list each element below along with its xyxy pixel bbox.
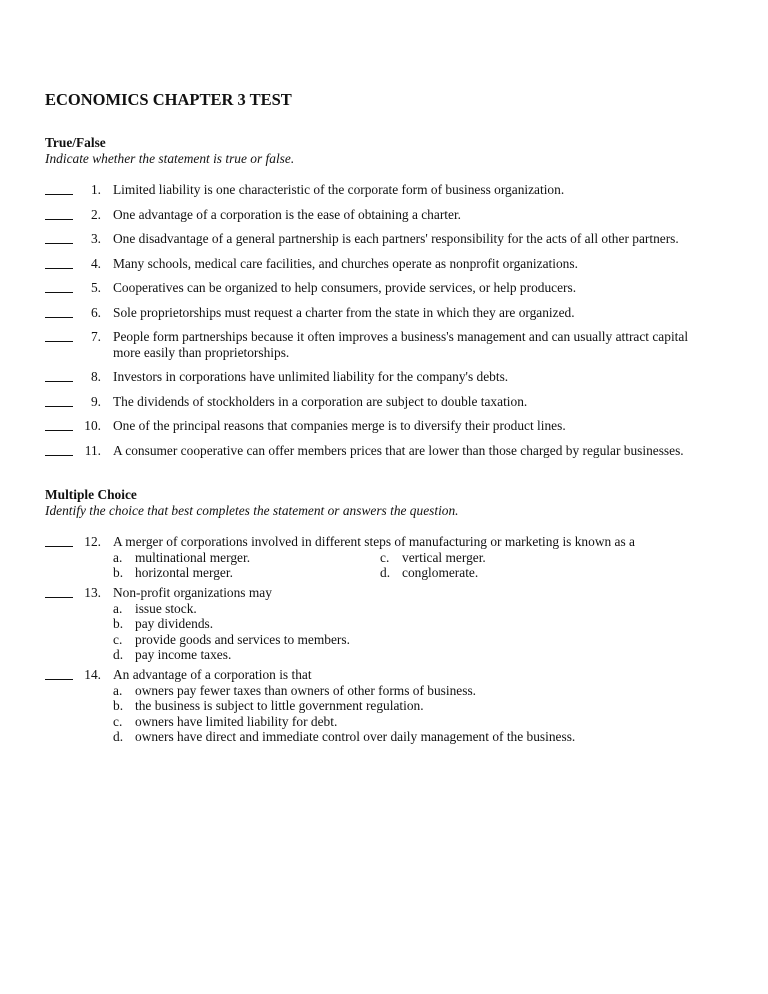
choice-text: pay income taxes.: [135, 647, 232, 662]
question-text: People form partnerships because it often improves a business's management and can usually attract capital: [113, 329, 689, 344]
choice-text: owners have limited liability for debt.: [135, 713, 338, 729]
choice-letter: a.: [113, 549, 123, 565]
question-row: [45, 585, 755, 663]
answer-choice: [113, 616, 755, 632]
answer-blank[interactable]: [45, 329, 73, 342]
answer-choice: [113, 565, 380, 581]
choice-text: issue stock.: [135, 600, 197, 616]
question-text: Investors in corporations have unlimited liability for the company's debts.: [113, 369, 509, 384]
answer-choice: [113, 698, 755, 714]
answer-blank[interactable]: [45, 585, 73, 598]
choice-letter: a.: [113, 682, 123, 698]
question-text: Many schools, medical care facilities, and churches operate as nonprofit organizations.: [113, 255, 578, 271]
question-number: 12.: [84, 534, 101, 549]
question-number: 7.: [90, 329, 101, 344]
answer-blank[interactable]: [45, 280, 73, 293]
question-text: A merger of corporations involved in different steps of manufacturing or marketing is known as a: [113, 534, 635, 549]
answer-choice: [113, 632, 755, 648]
choice-letter: d.: [380, 565, 391, 580]
section-instruction: Identify the choice that best completes the statement or answers the question.: [45, 502, 459, 518]
question-row: [45, 305, 755, 321]
answer-choice: [113, 714, 755, 730]
question-row: [45, 534, 755, 581]
question-text: One disadvantage of a general partnership is each partners' responsibility for the acts of all other partners.: [113, 231, 679, 246]
question-text: Limited liability is one characteristic of the corporate form of business organization.: [113, 182, 565, 197]
choice-text: multinational merger.: [135, 549, 251, 565]
question-text: Sole proprietorships must request a charter from the state in which they are organized.: [113, 304, 575, 320]
choice-text: provide goods and services to members.: [135, 631, 350, 647]
answer-choice: [113, 647, 755, 663]
answer-blank[interactable]: [45, 305, 73, 318]
question-row: [45, 667, 755, 745]
question-row: [45, 394, 755, 410]
choice-text: pay dividends.: [135, 616, 214, 631]
question-text: One advantage of a corporation is the ease of obtaining a charter.: [113, 206, 462, 222]
question-text: more easily than proprietorships.: [113, 344, 290, 360]
choice-text: horizontal merger.: [135, 565, 233, 580]
choice-text: conglomerate.: [402, 565, 479, 580]
answer-blank[interactable]: [45, 369, 73, 382]
multiple-choice-section: [45, 487, 755, 749]
question-number: 8.: [90, 369, 101, 384]
answer-blank[interactable]: [45, 394, 73, 407]
choice-text: the business is subject to little government regulation.: [135, 698, 424, 713]
question-row: [45, 280, 755, 296]
section-instruction: Indicate whether the statement is true or false.: [45, 150, 295, 166]
answer-choice: [113, 683, 755, 699]
question-row: [45, 418, 755, 434]
answer-choice: [380, 550, 580, 566]
choice-letter: c.: [113, 713, 123, 729]
question-number: 10.: [84, 418, 101, 433]
question-text: Non-profit organizations may: [113, 585, 272, 600]
section-heading: Multiple Choice: [45, 487, 137, 502]
true-false-section: [45, 135, 755, 467]
choice-letter: b.: [113, 698, 124, 713]
question-number: 3.: [90, 231, 101, 246]
choice-letter: c.: [380, 549, 390, 565]
question-row: [45, 182, 755, 198]
answer-blank[interactable]: [45, 534, 73, 547]
question-number: 11.: [84, 442, 101, 458]
choice-text: owners have direct and immediate control over daily management of the business.: [135, 729, 576, 744]
choices: [113, 550, 755, 581]
question-row: [45, 256, 755, 272]
question-row: [45, 329, 755, 360]
question-number: 14.: [84, 667, 101, 682]
question-text: One of the principal reasons that companies merge is to diversify their product lines.: [113, 418, 566, 433]
choice-letter: d.: [113, 729, 124, 744]
question-row: [45, 207, 755, 223]
answer-choice: [113, 729, 755, 745]
question-number: 6.: [90, 304, 101, 320]
answer-blank[interactable]: [45, 418, 73, 431]
choice-text: vertical merger.: [402, 549, 486, 565]
section-heading: True/False: [45, 135, 106, 150]
question-row: [45, 231, 755, 247]
answer-blank[interactable]: [45, 667, 73, 680]
multiple-choice-list: [45, 534, 755, 745]
answer-blank[interactable]: [45, 443, 73, 456]
question-text: The dividends of stockholders in a corporation are subject to double taxation.: [113, 393, 528, 409]
answer-choice: [113, 550, 380, 566]
answer-blank[interactable]: [45, 207, 73, 220]
question-row: [45, 443, 755, 459]
question-row: [45, 369, 755, 385]
question-number: 5.: [90, 280, 101, 295]
page-title: ECONOMICS CHAPTER 3 TEST: [45, 90, 292, 109]
choices: [113, 601, 755, 663]
choice-text: owners pay fewer taxes than owners of other forms of business.: [135, 682, 476, 698]
true-false-list: [45, 182, 755, 458]
answer-blank[interactable]: [45, 231, 73, 244]
question-text: Cooperatives can be organized to help consumers, provide services, or help producers.: [113, 280, 577, 295]
question-number: 2.: [90, 206, 101, 222]
choice-letter: c.: [113, 631, 123, 647]
answer-blank[interactable]: [45, 182, 73, 195]
choice-letter: b.: [113, 565, 124, 580]
question-number: 13.: [84, 585, 101, 600]
question-number: 4.: [90, 255, 101, 271]
question-text: A consumer cooperative can offer members prices that are lower than those charged by regular businesses.: [113, 442, 684, 458]
answer-blank[interactable]: [45, 256, 73, 269]
question-number: 1.: [90, 182, 101, 197]
question-text: An advantage of a corporation is that: [113, 667, 312, 682]
question-number: 9.: [90, 393, 101, 409]
answer-choice: [380, 565, 580, 581]
choices: [113, 683, 755, 745]
choice-letter: a.: [113, 600, 123, 616]
choice-letter: d.: [113, 647, 124, 662]
choice-letter: b.: [113, 616, 124, 631]
answer-choice: [113, 601, 755, 617]
